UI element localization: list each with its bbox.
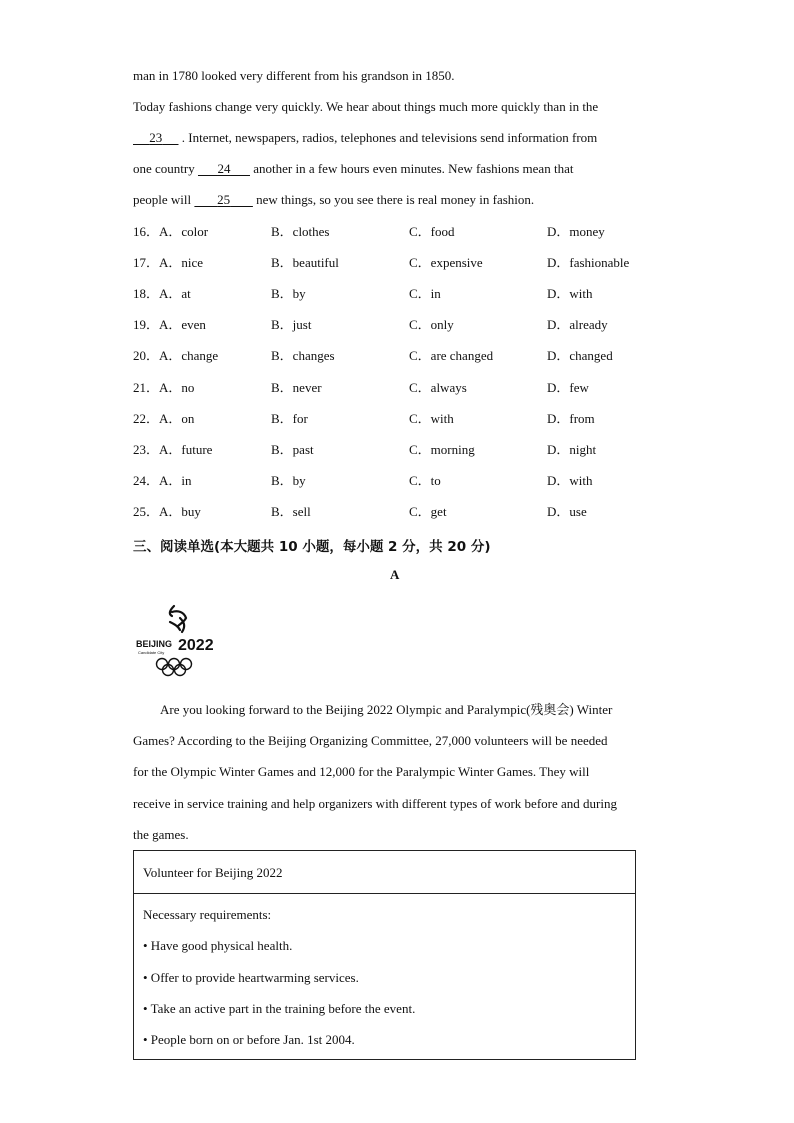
option-c[interactable]: C．expensive bbox=[409, 255, 483, 270]
passage-line: Today fashions change very quickly. We hear about things much more quickly than in the bbox=[133, 99, 599, 114]
option-c[interactable]: C．always bbox=[409, 380, 467, 395]
option-c[interactable]: C．only bbox=[409, 317, 454, 332]
requirements-label: Necessary requirements: bbox=[143, 907, 272, 922]
option-c[interactable]: C．with bbox=[409, 411, 454, 426]
option-a[interactable]: A．even bbox=[159, 317, 206, 332]
option-c[interactable]: C．in bbox=[409, 286, 441, 301]
beijing-2022-logo bbox=[134, 602, 220, 682]
box-title: Volunteer for Beijing 2022 bbox=[143, 865, 283, 880]
question-number: 19． bbox=[133, 317, 160, 332]
passage-text: new things, so you see there is real money in fashion. bbox=[252, 192, 535, 207]
option-b[interactable]: B．for bbox=[271, 411, 308, 426]
option-d[interactable]: D．night bbox=[547, 442, 597, 457]
passage-text: . Internet, newspapers, radios, telephones and televisions send information from bbox=[178, 130, 598, 145]
logo-year: 2022 bbox=[178, 637, 214, 654]
article-line: Are you looking forward to the Beijing 2022 Olympic and Paralympic(残奥会) Winter bbox=[160, 702, 613, 717]
option-a[interactable]: A．in bbox=[159, 473, 192, 488]
requirement-item: • Offer to provide heartwarming services. bbox=[143, 970, 359, 985]
passage-text: one country bbox=[133, 161, 198, 176]
option-b[interactable]: B．just bbox=[271, 317, 312, 332]
option-a[interactable]: A．at bbox=[159, 286, 191, 301]
article-line: the games. bbox=[133, 827, 189, 842]
blank-25[interactable] bbox=[194, 191, 253, 209]
logo-text: BEIJING bbox=[136, 639, 173, 649]
section-title: 三、阅读单选(本大题共 10 小题，每小题 2 分，共 20 分) bbox=[133, 539, 491, 555]
option-c[interactable]: C．are changed bbox=[409, 348, 494, 363]
option-d[interactable]: D．from bbox=[547, 411, 595, 426]
question-number: 22． bbox=[133, 411, 160, 426]
passage-line bbox=[133, 160, 573, 178]
option-a[interactable]: A．on bbox=[159, 411, 195, 426]
option-c[interactable]: C．get bbox=[409, 504, 447, 519]
question-number: 24． bbox=[133, 473, 160, 488]
passage-text: another in a few hours even minutes. New fashions mean that bbox=[249, 161, 574, 176]
option-b[interactable]: B．by bbox=[271, 286, 306, 301]
option-a[interactable]: A．buy bbox=[159, 504, 201, 519]
passage-text: people will bbox=[133, 192, 195, 207]
logo-small-text: Candidate City bbox=[138, 650, 165, 655]
blank-number: 24 bbox=[217, 161, 231, 176]
passage-letter: A bbox=[390, 567, 400, 582]
option-c[interactable]: C．to bbox=[409, 473, 441, 488]
blank-24[interactable] bbox=[198, 160, 250, 178]
question-number: 16． bbox=[133, 224, 160, 239]
option-d[interactable]: D．with bbox=[547, 286, 593, 301]
option-c[interactable]: C．food bbox=[409, 224, 455, 239]
option-b[interactable]: B．clothes bbox=[271, 224, 330, 239]
question-number: 17． bbox=[133, 255, 160, 270]
option-a[interactable]: A．nice bbox=[159, 255, 204, 270]
option-b[interactable]: B．past bbox=[271, 442, 314, 457]
logo-graphic bbox=[134, 602, 220, 682]
option-a[interactable]: A．future bbox=[159, 442, 213, 457]
option-b[interactable]: B．by bbox=[271, 473, 306, 488]
option-b[interactable]: B．changes bbox=[271, 348, 335, 363]
blank-number: 25 bbox=[217, 192, 231, 207]
question-number: 23． bbox=[133, 442, 160, 457]
volunteer-info-box bbox=[133, 850, 636, 1060]
option-b[interactable]: B．never bbox=[271, 380, 322, 395]
question-number: 20． bbox=[133, 348, 160, 363]
question-number: 21． bbox=[133, 380, 160, 395]
box-header bbox=[134, 851, 635, 894]
article-line: receive in service training and help organizers with different types of work before and during bbox=[133, 796, 617, 811]
option-d[interactable]: D．already bbox=[547, 317, 608, 332]
option-d[interactable]: D．use bbox=[547, 504, 587, 519]
option-d[interactable]: D．with bbox=[547, 473, 593, 488]
passage-line bbox=[133, 129, 597, 147]
blank-number: 23 bbox=[149, 130, 163, 145]
option-a[interactable]: A．color bbox=[159, 224, 209, 239]
option-d[interactable]: D．money bbox=[547, 224, 605, 239]
requirement-item: • Take an active part in the training before the event. bbox=[143, 1001, 416, 1016]
article-line: for the Olympic Winter Games and 12,000 for the Paralympic Winter Games. They will bbox=[133, 764, 590, 779]
question-number: 18． bbox=[133, 286, 160, 301]
olympic-rings-icon bbox=[157, 659, 192, 676]
question-number: 25． bbox=[133, 504, 160, 519]
blank-23[interactable] bbox=[133, 129, 179, 147]
requirement-item: • Have good physical health. bbox=[143, 938, 293, 953]
passage-line bbox=[133, 191, 534, 209]
option-d[interactable]: D．few bbox=[547, 380, 589, 395]
option-a[interactable]: A．no bbox=[159, 380, 195, 395]
option-d[interactable]: D．changed bbox=[547, 348, 613, 363]
option-c[interactable]: C．morning bbox=[409, 442, 475, 457]
option-a[interactable]: A．change bbox=[159, 348, 219, 363]
option-b[interactable]: B．sell bbox=[271, 504, 311, 519]
requirement-item: • People born on or before Jan. 1st 2004. bbox=[143, 1032, 355, 1047]
option-b[interactable]: B．beautiful bbox=[271, 255, 339, 270]
option-d[interactable]: D．fashionable bbox=[547, 255, 630, 270]
article-line: Games? According to the Beijing Organizing Committee, 27,000 volunteers will be needed bbox=[133, 733, 608, 748]
passage-line: man in 1780 looked very different from his grandson in 1850. bbox=[133, 68, 455, 83]
